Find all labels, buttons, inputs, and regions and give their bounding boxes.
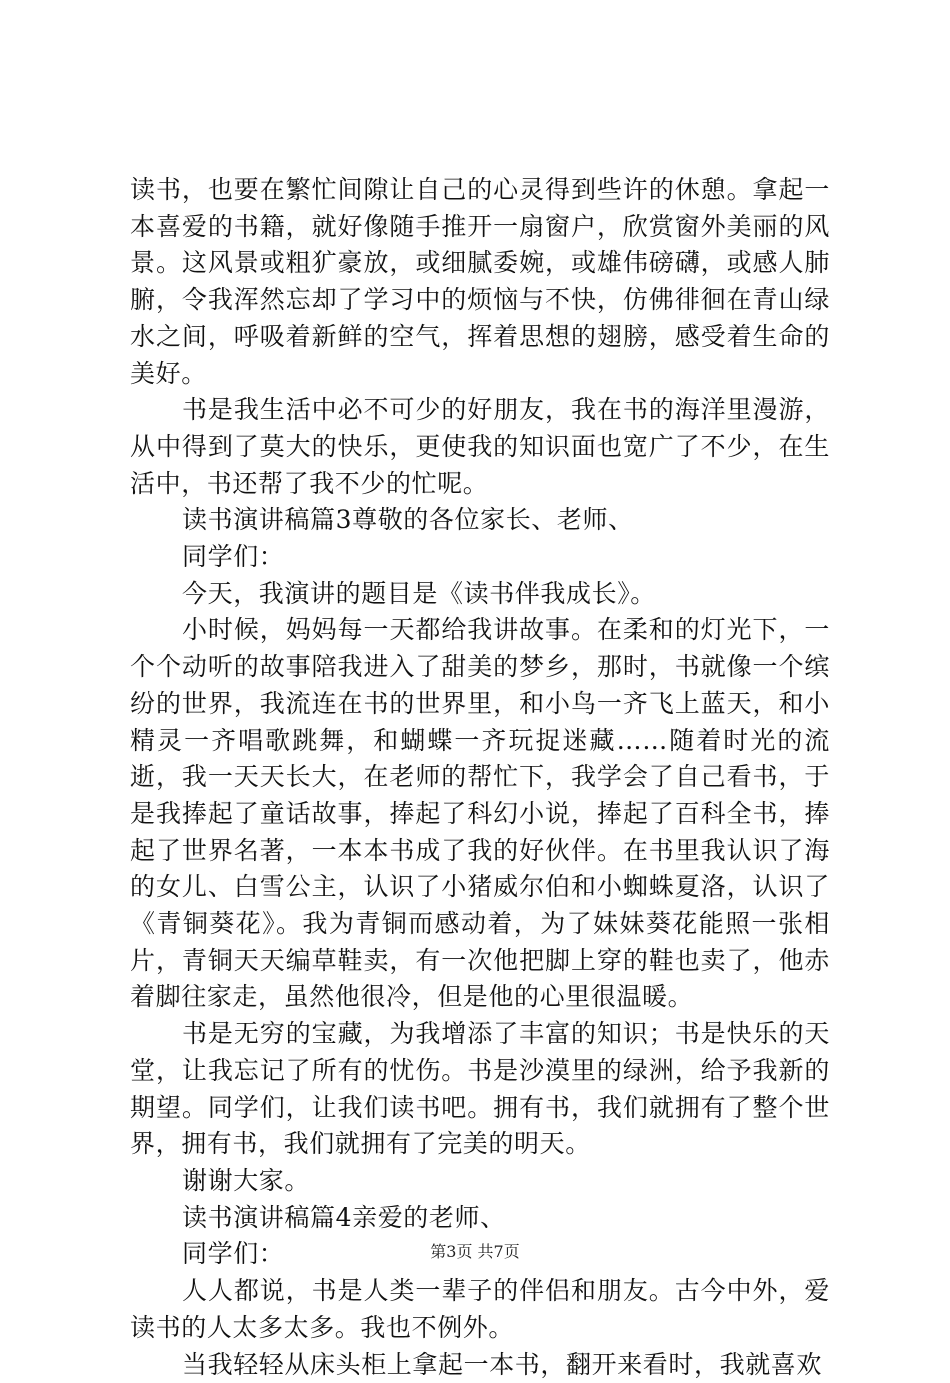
paragraph: 书是无穷的宝藏，为我增添了丰富的知识；书是快乐的天堂，让我忘记了所有的忧伤。书是沙漠里的绿洲，给予我新的期望。同学们，让我们读书吧。拥有书，我们就拥有了整个世界，拥有书，我们就拥有了完美的明天。 xyxy=(130,1016,830,1163)
paragraph: 小时候，妈妈每一天都给我讲故事。在柔和的灯光下，一个个动听的故事陪我进入了甜美的梦乡，那时，书就像一个缤纷的世界，我流连在书的世界里，和小鸟一齐飞上蓝天，和小精灵一齐唱歌跳舞，和蝴蝶一齐玩捉迷藏……随着时光的流逝，我一天天长大，在老师的帮忙下，我学会了自己看书，于是我捧起了童话故事，捧起了科幻小说，捧起了百科全书，捧起了世界名著，一本本书成了我的好伙伴。在书里我认识了海的女儿、白雪公主，认识了小猪威尔伯和小蜘蛛夏洛，认识了《青铜葵花》。我为青铜而感动着，为了妹妹葵花能照一张相片，青铜天天编草鞋卖，有一次他把脚上穿的鞋也卖了，他赤着脚往家走，虽然他很冷，但是他的心里很温暖。 xyxy=(130,612,830,1016)
salutation: 同学们： xyxy=(130,1236,830,1273)
section-heading: 读书演讲稿篇3尊敬的各位家长、老师、 xyxy=(130,502,830,539)
paragraph: 书是我生活中必不可少的好朋友，我在书的海洋里漫游，从中得到了莫大的快乐，更使我的知识面也宽广了不少，在生活中，书还帮了我不少的忙呢。 xyxy=(130,392,830,502)
paragraph: 人人都说，书是人类一辈子的伴侣和朋友。古今中外，爱读书的人太多太多。我也不例外。 xyxy=(130,1273,830,1346)
paragraph: 今天，我演讲的题目是《读书伴我成长》。 xyxy=(130,576,830,613)
page-footer: 第3页 共7页 xyxy=(0,1242,950,1262)
section-heading: 读书演讲稿篇4亲爱的老师、 xyxy=(130,1200,830,1237)
closing-line: 谢谢大家。 xyxy=(130,1163,830,1200)
paragraph: 当我轻轻从床头柜上拿起一本书，翻开来看时，我就喜欢 xyxy=(130,1347,830,1383)
paragraph: 读书，也要在繁忙间隙让自己的心灵得到些许的休憩。拿起一本喜爱的书籍，就好像随手推开一扇窗户，欣赏窗外美丽的风景。这风景或粗犷豪放，或细腻委婉，或雄伟磅礴，或感人肺腑，令我浑然忘却了学习中的烦恼与不快，仿佛徘徊在青山绿水之间，呼吸着新鲜的空气，挥着思想的翅膀，感受着生命的美好。 xyxy=(130,172,830,392)
salutation: 同学们： xyxy=(130,539,830,576)
document-body xyxy=(130,172,830,1383)
